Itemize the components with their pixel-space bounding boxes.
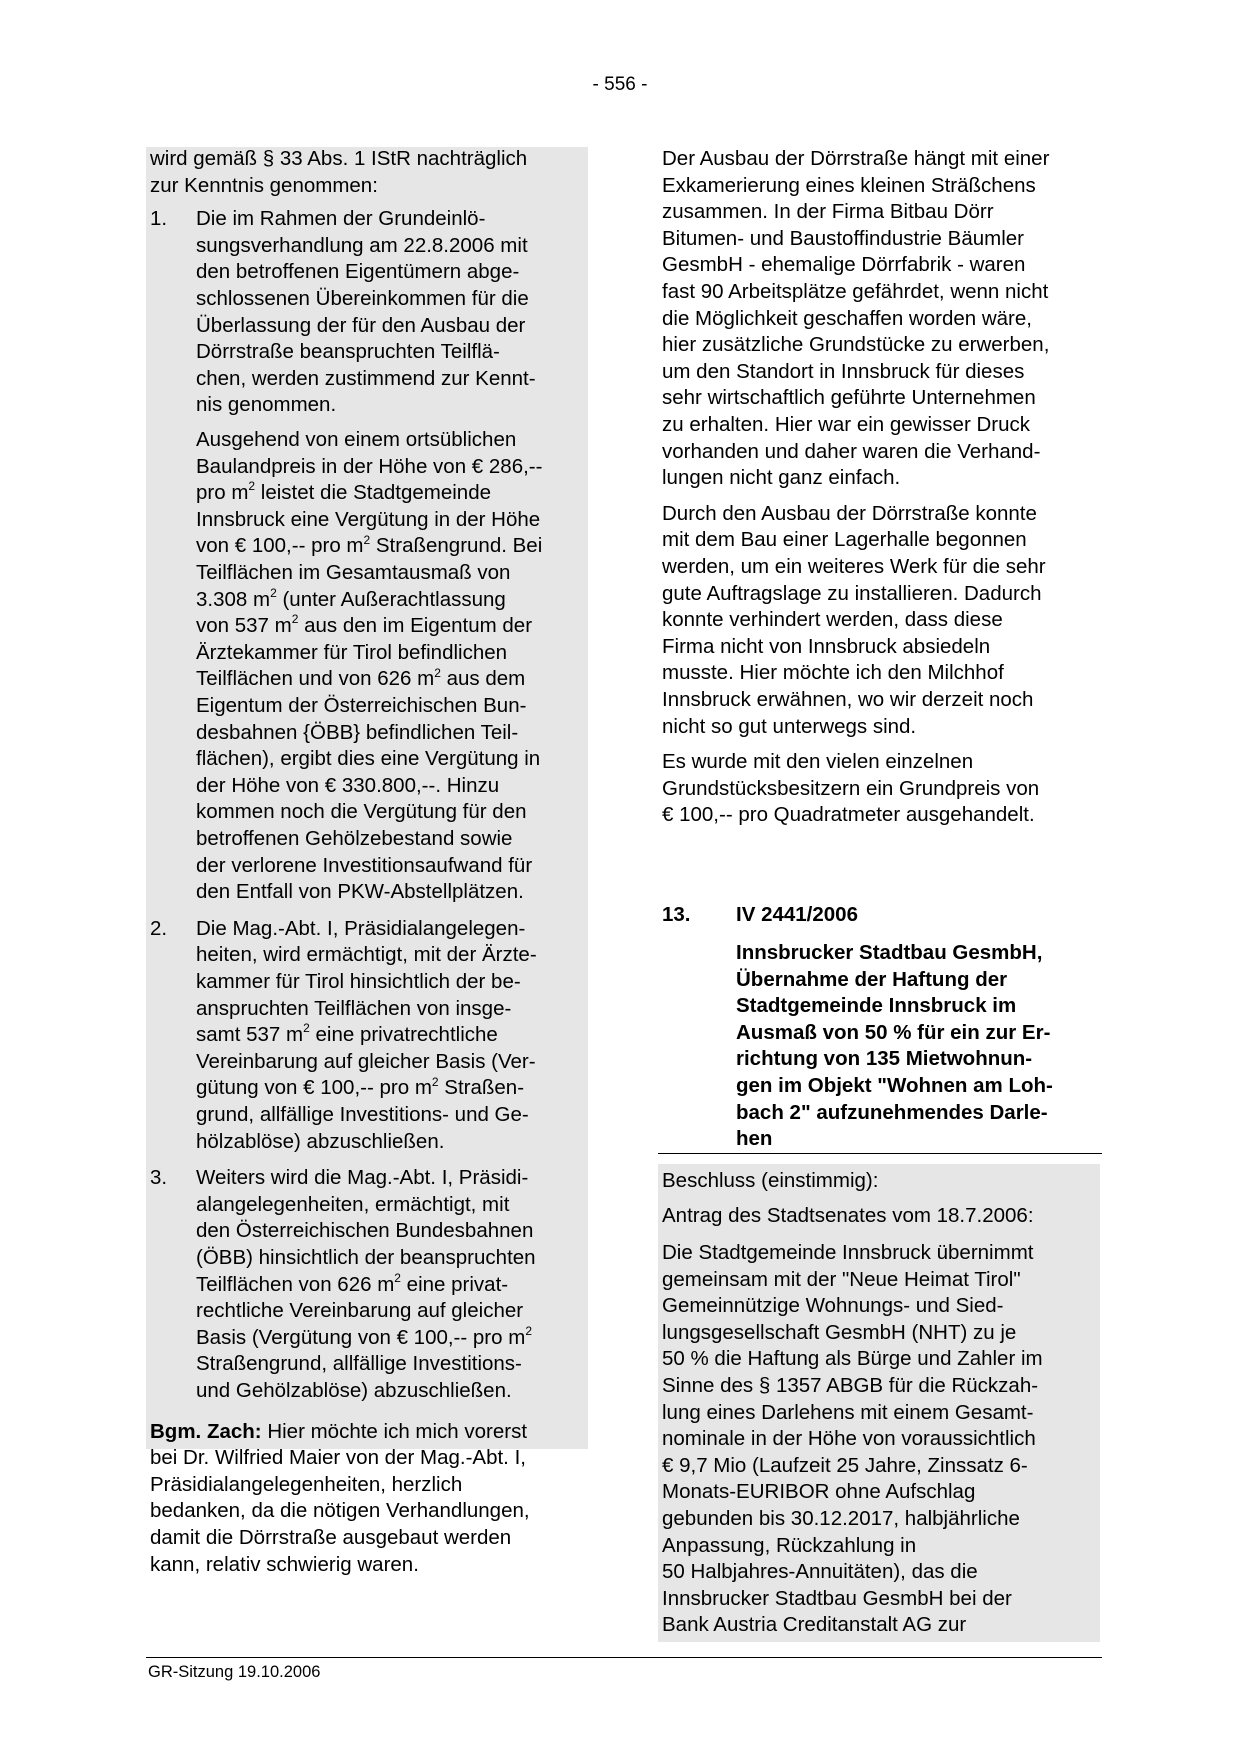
paragraph-line: zusammen. In der Firma Bitbau Dörr <box>662 200 994 224</box>
paragraph-line: Innsbruck erwähnen, wo wir derzeit noch <box>662 688 1034 711</box>
motion-date: Antrag des Stadtsenates vom 18.7.2006: <box>662 1204 1034 1227</box>
speech-line: kann, relativ schwierig waren. <box>150 1552 419 1576</box>
resolution-line: Gemeinnützige Wohnungs- und Sied- <box>662 1294 1004 1318</box>
paragraph-line: werden, um ein weiteres Werk für die sehr <box>662 555 1046 578</box>
list-item-line: den Österreichischen Bundesbahnen <box>196 1219 534 1243</box>
list-item-line: betroffenen Gehölzebestand sowie <box>196 827 513 850</box>
paragraph-line: mit dem Bau einer Lagerhalle begonnen <box>662 528 1027 552</box>
list-item-line: flächen), ergibt dies eine Vergütung in <box>196 747 541 771</box>
resolution-line: Sinne des § 1357 ABGB für die Rückzah- <box>662 1374 1039 1397</box>
list-item-line: desbahnen {ÖBB} befindlichen Teil- <box>196 720 519 744</box>
list-item-line: Eigentum der Österreichischen Bun- <box>196 694 527 717</box>
list-item-line: rechtliche Vereinbarung auf gleicher <box>196 1299 524 1323</box>
resolution-line: Bank Austria Creditanstalt AG zur <box>662 1613 967 1637</box>
speech-line: bedanken, da die nötigen Verhandlungen, <box>150 1499 530 1523</box>
resolution-line: gebunden bis 30.12.2017, halbjährliche <box>662 1507 1020 1530</box>
list-item-line: Die im Rahmen der Grundeinlö- <box>196 207 486 231</box>
paragraph-line: vorhanden und daher waren die Verhand- <box>662 439 1041 463</box>
speech-first-line <box>150 1419 527 1446</box>
list-item-line: von € 100,-- pro $m^2$ Straßengrund. Bei <box>196 532 543 558</box>
list-item-line: Teilflächen im Gesamtausmaß von <box>196 561 511 584</box>
list-item-number: 3. <box>150 1166 168 1190</box>
list-item-line: grund, allfällige Investitions- und Ge- <box>196 1103 529 1126</box>
list-item-line: Basis (Vergütung von € 100,-- pro $m^2$ <box>196 1323 532 1349</box>
page-number: - 556 - <box>592 74 648 95</box>
list-item-line: pro $m^2$ leistet die Stadtgemeinde <box>196 479 491 505</box>
paragraph-line: hier zusätzliche Grundstücke zu erwerben, <box>662 333 1050 357</box>
section-title-line: gen im Objekt "Wohnen am Loh- <box>736 1074 1053 1097</box>
list-item-line: den Entfall von PKW-Abstellplätzen. <box>196 880 524 904</box>
speech-text: Hier möchte ich mich vorerst <box>261 1419 528 1443</box>
list-item-line: schlossenen Übereinkommen für die <box>196 287 529 310</box>
footer-session: GR-Sitzung 19.10.2006 <box>148 1663 321 1681</box>
list-item-line: hölzablöse) abzuschließen. <box>196 1129 445 1153</box>
list-item-line: und Gehölzablöse) abzuschließen. <box>196 1379 512 1402</box>
section-title-line: bach 2" aufzunehmendes Darle- <box>736 1100 1048 1124</box>
resolution-line: lung eines Darlehens mit einem Gesamt- <box>662 1400 1034 1424</box>
list-item-line: Innsbruck eine Vergütung in der Höhe <box>196 507 541 531</box>
speaker-name: Bgm. Zach: <box>150 1419 262 1443</box>
list-item-line: anspruchten Teilflächen von insge- <box>196 996 512 1020</box>
resolution-line: gemeinsam mit der "Neue Heimat Tirol" <box>662 1267 1021 1291</box>
list-item-number: 2. <box>150 916 168 940</box>
paragraph-line: die Möglichkeit geschaffen worden wäre, <box>662 306 1032 330</box>
paragraph-line: Der Ausbau der Dörrstraße hängt mit einer <box>662 147 1050 170</box>
speech-line: damit die Dörrstraße ausgebaut werden <box>150 1526 512 1549</box>
section-title-line: hen <box>736 1127 773 1151</box>
list-item-line: gütung von € 100,-- pro $m^2$ Straßen- <box>196 1074 525 1100</box>
paragraph-line: Grundstücksbesitzern ein Grundpreis von <box>662 776 1040 800</box>
list-item-line: der verlorene Investitionsaufwand für <box>196 853 533 877</box>
list-item-line: Teilflächen und von 626 $m^2$ aus dem <box>196 665 526 691</box>
paragraph-line: € 100,-- pro Quadratmeter ausgehandelt. <box>662 803 1035 827</box>
list-item-line: samt 537 $m^2$ eine privatrechtliche <box>196 1021 498 1047</box>
list-item-line: 3.308 $m^2$ (unter Außerachtlassung <box>196 585 506 611</box>
resolution-label: Beschluss (einstimmig): <box>662 1169 879 1192</box>
intro-line: zur Kenntnis genommen: <box>150 173 378 197</box>
paragraph-line: Durch den Ausbau der Dörrstraße konnte <box>662 501 1037 525</box>
section-divider <box>658 1153 1102 1154</box>
section-title-line: richtung von 135 Mietwohnun- <box>736 1047 1033 1071</box>
speech-line: bei Dr. Wilfried Maier von der Mag.-Abt. I, <box>150 1446 526 1470</box>
section-title-line: Übernahme der Haftung der <box>736 967 1008 991</box>
footer-rule <box>146 1657 1102 1658</box>
list-item-line: Baulandpreis in der Höhe von € 286,-- <box>196 454 543 478</box>
section-title-line: Innsbrucker Stadtbau GesmbH, <box>736 941 1043 964</box>
list-item-line: Überlassung der für den Ausbau der <box>196 313 526 337</box>
resolution-line: 50 % die Haftung als Bürge und Zahler im <box>662 1347 1043 1371</box>
paragraph-line: gute Auftragslage zu installieren. Dadurch <box>662 581 1042 605</box>
paragraph-line: Bitumen- und Baustoffindustrie Bäumler <box>662 226 1024 250</box>
paragraph-line: konnte verhindert werden, dass diese <box>662 608 1003 632</box>
resolution-line: Innsbrucker Stadtbau GesmbH bei der <box>662 1586 1012 1610</box>
paragraph-line: Firma nicht von Innsbruck absiedeln <box>662 634 991 658</box>
section-title-line: Stadtgemeinde Innsbruck im <box>736 994 1017 1018</box>
list-item-line: den betroffenen Eigentümern abge- <box>196 260 520 284</box>
list-item-line: Die Mag.-Abt. I, Präsidialangelegen- <box>196 916 526 940</box>
paragraph-line: Exkamerierung eines kleinen Sträßchens <box>662 173 1036 197</box>
paragraph-line: nicht so gut unterwegs sind. <box>662 714 917 738</box>
resolution-line: Anpassung, Rückzahlung in <box>662 1533 917 1557</box>
speech-line: Präsidialangelegenheiten, herzlich <box>150 1472 463 1496</box>
paragraph-line: lungen nicht ganz einfach. <box>662 466 901 490</box>
list-item-line: Ausgehend von einem ortsüblichen <box>196 428 517 451</box>
section-number: 13. <box>662 903 691 926</box>
resolution-line: Die Stadtgemeinde Innsbruck übernimmt <box>662 1241 1034 1264</box>
list-item-number: 1. <box>150 207 168 231</box>
section-title-line: Ausmaß von 50 % für ein zur Er- <box>736 1020 1051 1044</box>
resolution-line: Monats-EURIBOR ohne Aufschlag <box>662 1480 976 1504</box>
paragraph-line: fast 90 Arbeitsplätze gefährdet, wenn nicht <box>662 280 1049 303</box>
list-item-line: Teilflächen von 626 $m^2$ eine privat- <box>196 1270 509 1296</box>
list-item-line: von 537 $m^2$ aus den im Eigentum der <box>196 612 533 638</box>
list-item-line: Weiters wird die Mag.-Abt. I, Präsidi- <box>196 1166 529 1190</box>
list-item-line: Straßengrund, allfällige Investitions- <box>196 1352 522 1376</box>
resolution-line: nominale in der Höhe von voraussichtlich <box>662 1427 1036 1451</box>
list-item-line: der Höhe von € 330.800,--. Hinzu <box>196 773 500 797</box>
intro-line: wird gemäß § 33 Abs. 1 IStR nachträglich <box>150 147 528 170</box>
list-item-line: nis genommen. <box>196 393 337 417</box>
paragraph-line: um den Standort in Innsbruck für dieses <box>662 359 1025 383</box>
section-code: IV 2441/2006 <box>736 903 858 926</box>
list-item-line: kommen noch die Vergütung für den <box>196 800 527 824</box>
paragraph-line: GesmbH - ehemalige Dörrfabrik - waren <box>662 253 1026 277</box>
paragraph-line: musste. Hier möchte ich den Milchhof <box>662 661 1004 685</box>
list-item-line: kammer für Tirol hinsichtlich der be- <box>196 970 521 993</box>
list-item-line: Dörrstraße beanspruchten Teilflä- <box>196 340 500 364</box>
list-item-line: alangelegenheiten, ermächtigt, mit <box>196 1192 510 1216</box>
resolution-line: 50 Halbjahres-Annuitäten), das die <box>662 1560 978 1584</box>
paragraph-line: zu erhalten. Hier war ein gewisser Druck <box>662 413 1030 436</box>
list-item-line: Vereinbarung auf gleicher Basis (Ver- <box>196 1049 536 1073</box>
resolution-line: € 9,7 Mio (Laufzeit 25 Jahre, Zinssatz 6- <box>662 1453 1028 1477</box>
list-item-line: Ärztekammer für Tirol befindlichen <box>196 640 508 664</box>
paragraph-line: Es wurde mit den vielen einzelnen <box>662 750 974 774</box>
paragraph-line: sehr wirtschaftlich geführte Unternehmen <box>662 386 1036 410</box>
list-item-line: (ÖBB) hinsichtlich der beanspruchten <box>196 1246 536 1269</box>
list-item-line: chen, werden zustimmend zur Kennt- <box>196 366 536 390</box>
resolution-line: lungsgesellschaft GesmbH (NHT) zu je <box>662 1320 1017 1344</box>
list-item-line: heiten, wird ermächtigt, mit der Ärzte- <box>196 943 537 967</box>
list-item-line: sungsverhandlung am 22.8.2006 mit <box>196 233 528 257</box>
